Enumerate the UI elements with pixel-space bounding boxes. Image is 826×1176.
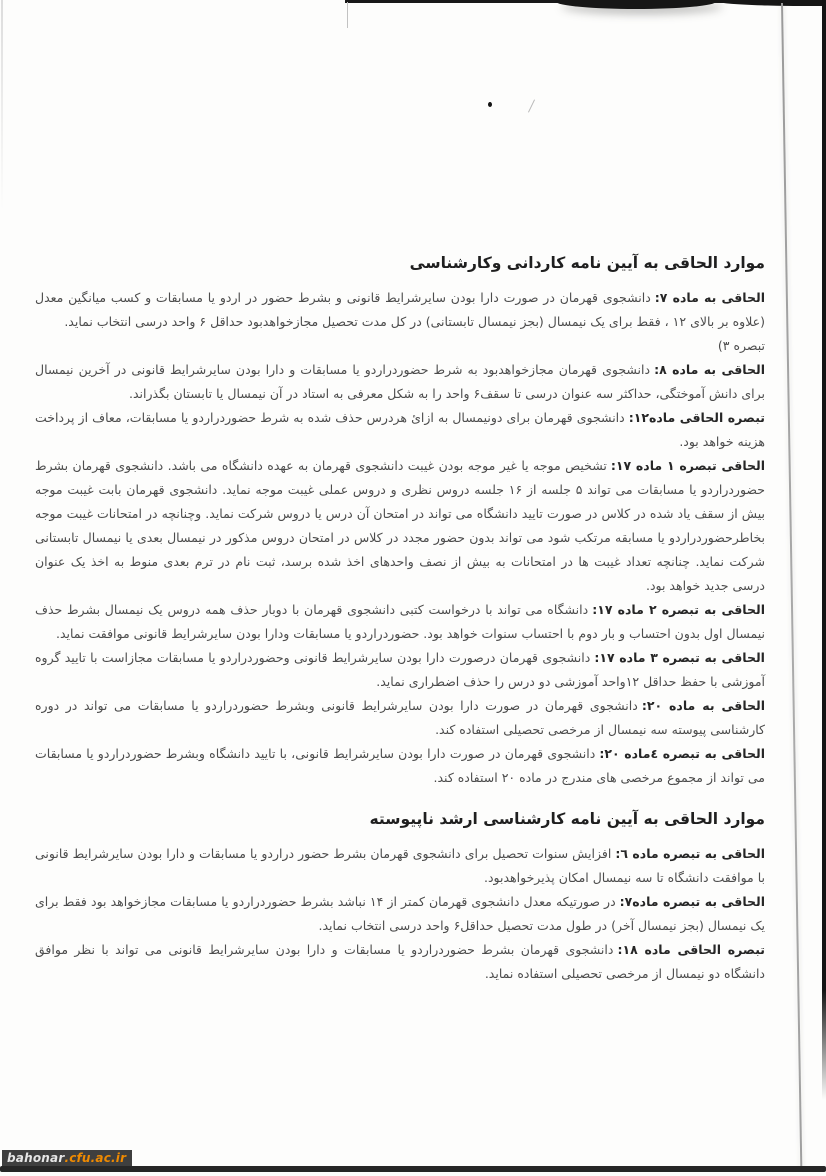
paragraph-body: دانشجوی قهرمان در صورت دارا بودن سایرشرایط قانونی و بشرط حضور در اردو یا مسابقات و کسب میانگین معدل (علاوه بر بالای ۱۲ ، فقط برای یک نیمسال (بجز نیمسال تابستانی) در کل مدت تحصیل مجازخواهدبود حداقل ۶ واحد درسی انتخاب نماید. <box>35 290 765 329</box>
scan-top-smudge-artifact <box>556 0 716 9</box>
regulation-paragraph <box>35 598 765 646</box>
paragraph-body: دانشجوی قهرمان برای دونیمسال به ازائ هردرس حذف شده به شرط حضوردراردو یا مسابقات، معاف از پرداخت هزینه خواهد بود. <box>35 410 765 449</box>
scan-page-edge-line-artifact <box>781 3 802 1171</box>
regulation-paragraph <box>35 406 765 454</box>
regulation-paragraph <box>35 842 765 890</box>
regulation-paragraph <box>35 286 765 334</box>
regulation-paragraph <box>35 334 765 358</box>
pen-mark-artifact <box>528 99 535 112</box>
paragraph-label: الحاقی به تبصره ماده ٦: <box>615 846 765 861</box>
paragraph-label: الحاقی به ماده ۸: <box>654 362 765 377</box>
paragraph-label: الحاقی به تبصره ماده۷: <box>619 894 765 909</box>
paragraph-body: دانشجوی قهرمان در صورت دارا بودن سایرشرایط قانونی وبشرط حضوردراردو یا مسابقات می تواند در دوره کارشناسی پیوسته سه نیمسال از مرخصی تحصیلی استفاده کند. <box>35 698 765 737</box>
regulation-paragraph <box>35 890 765 938</box>
regulation-paragraph <box>35 694 765 742</box>
scan-bottom-border-artifact <box>0 1166 826 1172</box>
paragraph-body: تبصره ۳) <box>717 338 765 353</box>
regulation-paragraph <box>35 454 765 598</box>
watermark-site-suffix: .cfu.ac.ir <box>64 1151 127 1165</box>
section-title-kardani-karshenasi: موارد الحاقی به آیین نامه کاردانی وکارشناسی <box>409 254 765 272</box>
paragraph-body: دانشگاه می تواند با درخواست کتبی دانشجوی قهرمان با دوبار حذف همه دروس یک نیمسال بشرط حذف نیمسال اول بدون احتساب و بار دوم با احتساب سنوات خواهد بود. حضوردراردو یا مسابقات ودارا بودن سایرشرایط قانونی موافقت نماید. <box>35 602 765 641</box>
scan-right-border-artifact <box>822 0 826 1100</box>
paragraph-body: دانشجوی قهرمان بشرط حضوردراردو یا مسابقات و دارا بودن سایرشرایط قانونی می تواند با نظر موافق دانشگاه دو نیمسال از مرخصی تحصیلی استفاده نماید. <box>35 942 765 981</box>
paragraph-body: افزایش سنوات تحصیل برای دانشجوی قهرمان بشرط حضور دراردو یا مسابقات و دارا بودن سایرشرایط قانونی با موافقت دانشگاه تا سه نیمسال امکان پذیرخواهدبود. <box>35 846 765 885</box>
regulation-paragraph <box>35 742 765 790</box>
paragraph-label: الحاقی تبصره ۱ ماده ۱۷: <box>610 458 766 473</box>
section-title-arshad-napiousteh: موارد الحاقی به آیین نامه کارشناسی ارشد ناپیوسته <box>369 810 765 828</box>
paragraph-label: الحاقی به تبصره ٤ماده ۲۰: <box>599 746 765 761</box>
paragraph-body: دانشجوی قهرمان درصورت دارا بودن سایرشرایط قانونی وحضوردراردو یا مسابقات مجازاست با تایید گروه آموزشی با حفظ حداقل ۱۲واحد آموزشی دو درس را حذف اضطراری نماید. <box>35 650 765 689</box>
paragraph-body: تشخیص موجه یا غیر موجه بودن غیبت دانشجوی قهرمان به عهده دانشگاه می باشد. دانشجوی قهرمان بشرط حضوردراردو یا مسابقات می تواند ۵ جلسه از ۱۶ جلسه دروس نظری و دروس عملی غیبت موجه نماید. دانشجوی قهرمان بابت غیبت موجه بیش از سقف یاد شده در کلاس در صورت تایید دانشگاه می تواند در امتحان آن درس یا دروس شرکت نماید. وچنانچه در امتحانات غیبت موجه بخاطرحضوردراردو یا مسابقه مرتکب شود می تواند بدون حضور مجدد در کلاس در امتحان دروس مذکور در نیمسال بعدی یا نیمسال تابستانی شرکت نماید. چنانچه تعداد غیبت ها در امتحانات به بیش از نصف واحدهای اخذ شده برسد، ثبت نام در ترم بعدی منوط به اخذ یک عنوان درسی جدید خواهد بود. <box>35 458 765 593</box>
regulation-paragraph <box>35 646 765 694</box>
paragraph-label: الحاقی به ماده ۲۰: <box>641 698 765 713</box>
scan-top-right-smudge-artifact <box>711 0 826 6</box>
regulation-paragraph <box>35 358 765 406</box>
paragraph-body: دانشجوی قهرمان مجازخواهدبود به شرط حضوردراردو یا مسابقات و دارا بودن سایرشرایط قانونی در آخرین نیمسال برای دانش آموختگی، حداکثر سه عنوان درسی تا سقف۶ واحد را به شکل معرفی به استاد در آن نیمسال یا تابستان بگذراند. <box>35 362 765 401</box>
watermark-badge <box>2 1150 132 1166</box>
document-content <box>35 248 765 986</box>
ink-dot-artifact <box>488 102 492 107</box>
paragraph-body: در صورتیکه معدل دانشجوی قهرمان کمتر از ۱۴ نباشد بشرط حضوردراردو یا مسابقات مجازخواهد بود فقط برای یک نیمسال (بجز نیمسال آخر) در طول مدت تحصیل حداقل۶ واحد درسی انتخاب نماید. <box>35 894 765 933</box>
paragraph-label: تبصره الحاقی ماده۱۲: <box>628 410 765 425</box>
regulation-paragraph <box>35 938 765 986</box>
paragraph-label: الحاقی به تبصره ۳ ماده ۱۷: <box>594 650 765 665</box>
scan-left-edge-artifact <box>1 0 3 210</box>
paragraph-label: تبصره الحاقی ماده ۱۸: <box>617 942 766 957</box>
watermark-site-prefix: bahonar <box>7 1151 65 1165</box>
paragraph-label: الحاقی به تبصره ۲ ماده ۱۷: <box>592 602 765 617</box>
paragraph-label: الحاقی به ماده ۷: <box>654 290 765 305</box>
scan-page-corner-line-artifact <box>347 2 348 28</box>
paragraph-body: دانشجوی قهرمان در صورت دارا بودن سایرشرایط قانونی، با تایید دانشگاه وبشرط حضوردراردو یا مسابقات می تواند از مجموع مرخصی های مندرج در ماده ۲۰ استفاده کند. <box>35 746 765 785</box>
